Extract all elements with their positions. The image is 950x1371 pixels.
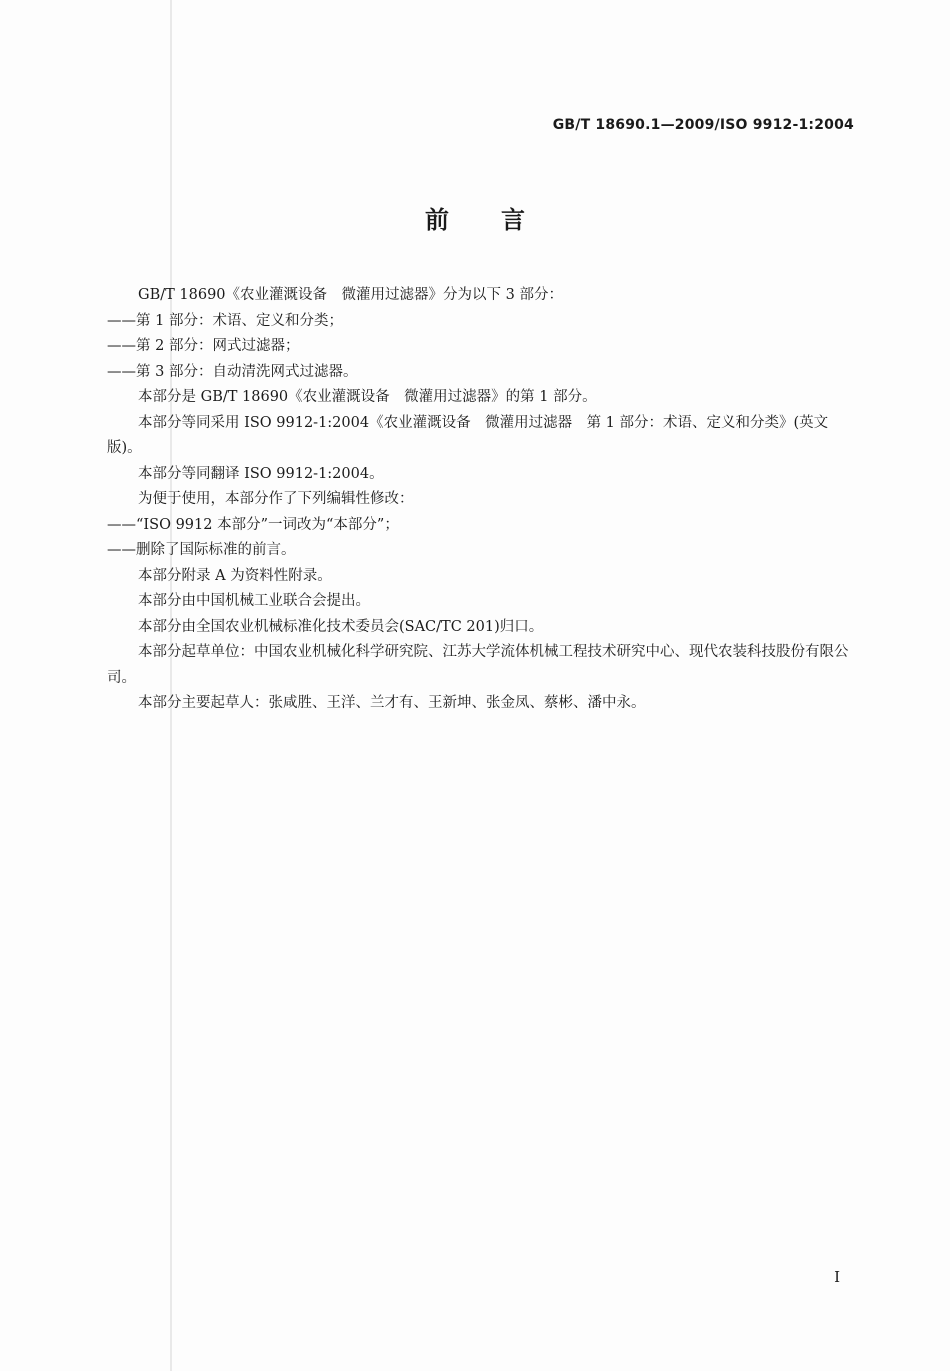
paragraph: 本部分是 GB/T 18690《农业灌溉设备 微灌用过滤器》的第 1 部分。 xyxy=(138,389,597,405)
list-item: ——删除了国际标准的前言。 xyxy=(107,542,296,558)
paragraph: 本部分主要起草人：张咸胜、王洋、兰才有、王新坤、张金凤、蔡彬、潘中永。 xyxy=(138,695,646,711)
paragraph: 本部分等同采用 ISO 9912-1:2004《农业灌溉设备 微灌用过滤器 第 1 部分：术语、定义和分类》(英文版)。 xyxy=(107,414,829,456)
foreword-body xyxy=(107,283,857,717)
page-number: I xyxy=(834,1268,840,1286)
list-item: ——“ISO 9912 本部分”一词改为“本部分”； xyxy=(107,516,399,533)
standard-number: GB/T 18690.1—2009/ISO 9912-1:2004 xyxy=(552,117,854,133)
paragraph: 本部分由中国机械工业联合会提出。 xyxy=(138,593,370,609)
paragraph: 本部分附录 A 为资料性附录。 xyxy=(138,567,332,584)
paragraph: 为便于使用，本部分作了下列编辑性修改： xyxy=(138,491,414,507)
paragraph: 本部分等同翻译 ISO 9912-1:2004。 xyxy=(138,465,384,482)
paragraph: 本部分由全国农业机械标准化技术委员会(SAC/TC 201)归口。 xyxy=(138,618,544,635)
list-item: ——第 2 部分：网式过滤器； xyxy=(107,338,300,354)
paragraph: GB/T 18690《农业灌溉设备 微灌用过滤器》分为以下 3 部分： xyxy=(138,287,563,303)
list-item: ——第 1 部分：术语、定义和分类； xyxy=(107,312,343,329)
page-title: 前言 xyxy=(425,206,577,234)
paragraph: 本部分起草单位：中国农业机械化科学研究院、江苏大学流体机械工程技术研究中心、现代农装科技股份有限公司。 xyxy=(107,644,849,686)
list-item: ——第 3 部分：自动清洗网式过滤器。 xyxy=(107,363,358,380)
